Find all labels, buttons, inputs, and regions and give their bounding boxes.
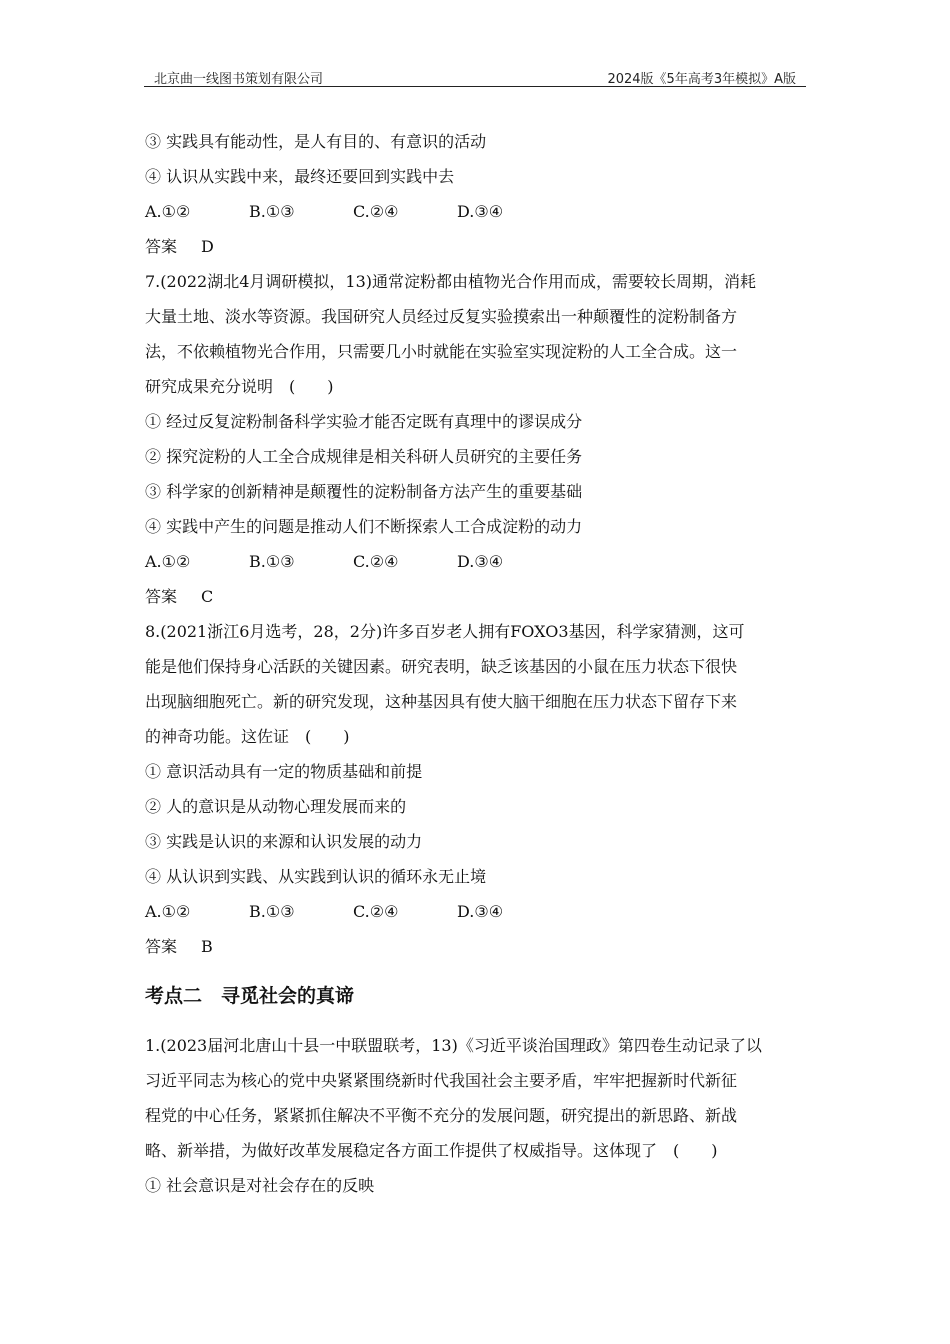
q6-answer [145,229,805,264]
choice-a: A.①② [145,902,191,921]
q7-option-2: ② 探究淀粉的人工全合成规律是相关科研人员研究的主要任务 [145,447,583,466]
q6-option-3: ③ 实践具有能动性，是人有目的、有意识的活动 [145,132,487,151]
choice-d: D.③④ [457,202,504,221]
choice-a: A.①② [145,552,191,571]
q7-stem-line-3: 法，不依赖植物光合作用，只需要几小时就能在实验室实现淀粉的人工全合成。这一 [145,342,738,361]
q7-stem-line-2: 大量土地、淡水等资源。我国研究人员经过反复实验摸索出一种颠覆性的淀粉制备方 [145,307,738,326]
choice-d: D.③④ [457,902,504,921]
q8-option-2: ② 人的意识是从动物心理发展而来的 [145,797,407,816]
choice-c: C.②④ [353,552,399,571]
s1-option-1: ① 社会意识是对社会存在的反映 [145,1176,375,1195]
q7-option-4: ④ 实践中产生的问题是推动人们不断探索人工合成淀粉的动力 [145,517,583,536]
q7-stem-line-4: 研究成果充分说明 ( ) [145,377,334,396]
answer-value: C [201,587,214,606]
s1-stem-line-4: 略、新举措，为做好改革发展稳定各方面工作提供了权威指导。这体现了 ( ) [145,1141,718,1160]
q8-option-4: ④ 从认识到实践、从实践到认识的循环永无止境 [145,867,487,886]
choice-d: D.③④ [457,552,504,571]
q8-choices [145,894,805,929]
answer-value: D [201,237,214,256]
answer-label: 答案 [145,587,178,606]
page-content [145,124,805,1203]
q6-option-4: ④ 认识从实践中来，最终还要回到实践中去 [145,167,455,186]
q6-choices [145,194,805,229]
s1-stem-line-3: 程党的中心任务，紧紧抓住解决不平衡不充分的发展问题，研究提出的新思路、新战 [145,1106,738,1125]
q8-stem-line-1: 8.(2021浙江6月选考，28，2分)许多百岁老人拥有FOXO3基因，科学家猜测，这可 [145,622,745,641]
q7-stem-line-1: 7.(2022湖北4月调研模拟，13)通常淀粉都由植物光合作用而成，需要较长周期，消耗 [145,272,757,291]
q7-option-1: ① 经过反复淀粉制备科学实验才能否定既有真理中的谬误成分 [145,412,583,431]
q7-option-3: ③ 科学家的创新精神是颠覆性的淀粉制备方法产生的重要基础 [145,482,583,501]
answer-label: 答案 [145,237,178,256]
q8-option-1: ① 意识活动具有一定的物质基础和前提 [145,762,423,781]
answer-value: B [201,937,213,956]
q8-stem-line-4: 的神奇功能。这佐证 ( ) [145,727,350,746]
choice-b: B.①③ [249,902,295,921]
answer-label: 答案 [145,937,178,956]
s1-stem-line-2: 习近平同志为核心的党中央紧紧围绕新时代我国社会主要矛盾，牢牢把握新时代新征 [145,1071,738,1090]
choice-b: B.①③ [249,552,295,571]
page-header [144,66,806,87]
q8-stem-line-3: 出现脑细胞死亡。新的研究发现，这种基因具有使大脑干细胞在压力状态下留存下来 [145,692,738,711]
section-heading: 考点二 寻觅社会的真谛 [145,985,355,1007]
book-edition: 2024版《5年高考3年模拟》A版 [607,72,796,87]
choice-b: B.①③ [249,202,295,221]
q7-answer [145,579,805,614]
q8-stem-line-2: 能是他们保持身心活跃的关键因素。研究表明，缺乏该基因的小鼠在压力状态下很快 [145,657,738,676]
q8-option-3: ③ 实践是认识的来源和认识发展的动力 [145,832,423,851]
choice-c: C.②④ [353,202,399,221]
s1-stem-line-1: 1.(2023届河北唐山十县一中联盟联考，13)《习近平谈治国理政》第四卷生动记录了以 [145,1036,762,1055]
q7-choices [145,544,805,579]
publisher-name: 北京曲一线图书策划有限公司 [154,72,324,87]
q8-answer [145,929,805,964]
choice-c: C.②④ [353,902,399,921]
choice-a: A.①② [145,202,191,221]
